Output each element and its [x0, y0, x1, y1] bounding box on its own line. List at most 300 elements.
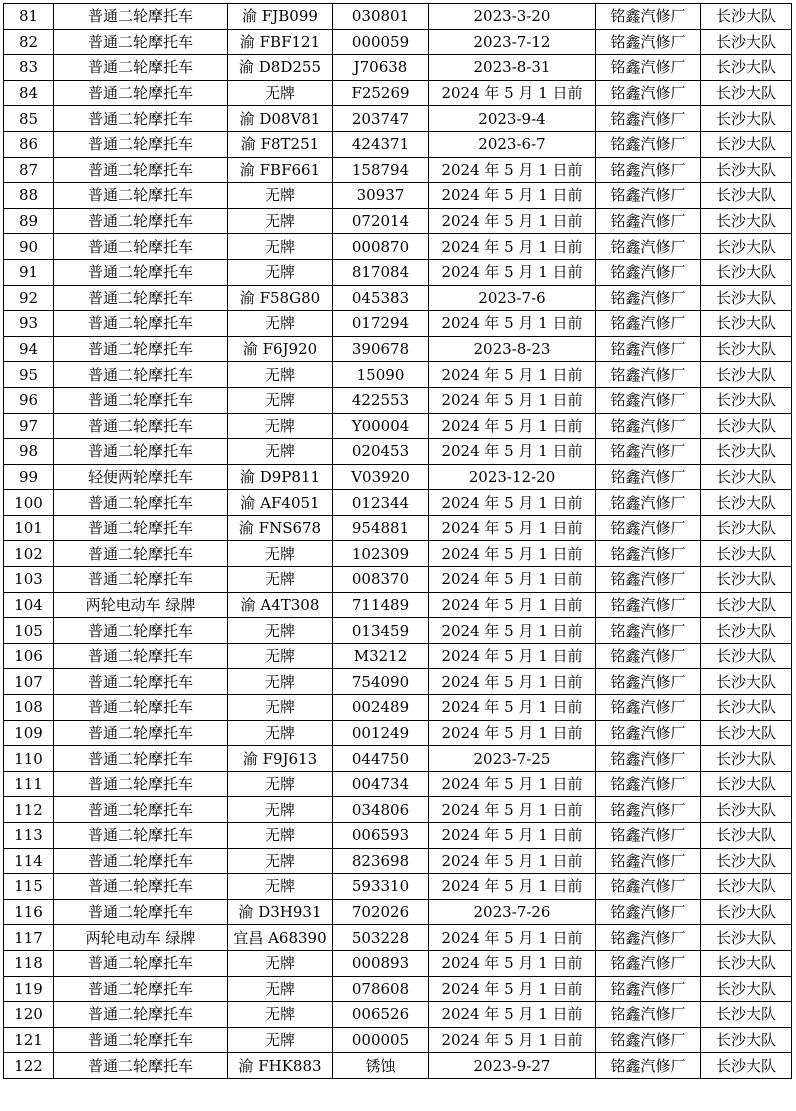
repair-shop-cell: 铭鑫汽修厂: [596, 695, 701, 721]
vehicle-type-cell: 普通二轮摩托车: [54, 720, 228, 746]
row-number-cell: 100: [4, 490, 54, 516]
plate-number-cell: 无牌: [228, 413, 333, 439]
table-row: [4, 106, 792, 132]
engine-number-cell: 390678: [333, 336, 429, 362]
vehicle-type-cell: 两轮电动车 绿牌: [54, 925, 228, 951]
vehicle-type-cell: 普通二轮摩托车: [54, 80, 228, 106]
vehicle-type-cell: 普通二轮摩托车: [54, 643, 228, 669]
brigade-cell: 长沙大队: [701, 464, 792, 490]
brigade-cell: 长沙大队: [701, 413, 792, 439]
table-row: [4, 4, 792, 30]
repair-shop-cell: 铭鑫汽修厂: [596, 618, 701, 644]
date-cell: 2024 年 5 月 1 日前: [429, 259, 596, 285]
vehicle-type-cell: 普通二轮摩托车: [54, 131, 228, 157]
vehicle-type-cell: 普通二轮摩托车: [54, 669, 228, 695]
engine-number-cell: M3212: [333, 643, 429, 669]
vehicle-type-cell: 普通二轮摩托车: [54, 259, 228, 285]
brigade-cell: 长沙大队: [701, 439, 792, 465]
vehicle-type-cell: 普通二轮摩托车: [54, 285, 228, 311]
brigade-cell: 长沙大队: [701, 695, 792, 721]
row-number-cell: 92: [4, 285, 54, 311]
vehicle-type-cell: 普通二轮摩托车: [54, 183, 228, 209]
repair-shop-cell: 铭鑫汽修厂: [596, 720, 701, 746]
brigade-cell: 长沙大队: [701, 1002, 792, 1028]
table-row: [4, 208, 792, 234]
plate-number-cell: 渝 F8T251: [228, 131, 333, 157]
plate-number-cell: 渝 D8D255: [228, 55, 333, 81]
repair-shop-cell: 铭鑫汽修厂: [596, 1053, 701, 1079]
brigade-cell: 长沙大队: [701, 387, 792, 413]
row-number-cell: 105: [4, 618, 54, 644]
table-row: [4, 720, 792, 746]
repair-shop-cell: 铭鑫汽修厂: [596, 797, 701, 823]
brigade-cell: 长沙大队: [701, 208, 792, 234]
row-number-cell: 90: [4, 234, 54, 260]
date-cell: 2024 年 5 月 1 日前: [429, 592, 596, 618]
repair-shop-cell: 铭鑫汽修厂: [596, 259, 701, 285]
date-cell: 2024 年 5 月 1 日前: [429, 80, 596, 106]
repair-shop-cell: 铭鑫汽修厂: [596, 874, 701, 900]
row-number-cell: 103: [4, 567, 54, 593]
date-cell: 2024 年 5 月 1 日前: [429, 950, 596, 976]
engine-number-cell: 006593: [333, 823, 429, 849]
vehicle-type-cell: 普通二轮摩托车: [54, 515, 228, 541]
date-cell: 2024 年 5 月 1 日前: [429, 234, 596, 260]
date-cell: 2024 年 5 月 1 日前: [429, 848, 596, 874]
repair-shop-cell: 铭鑫汽修厂: [596, 1002, 701, 1028]
table-row: [4, 439, 792, 465]
row-number-cell: 82: [4, 29, 54, 55]
vehicle-type-cell: 普通二轮摩托车: [54, 950, 228, 976]
engine-number-cell: 711489: [333, 592, 429, 618]
date-cell: 2024 年 5 月 1 日前: [429, 695, 596, 721]
table-row: [4, 183, 792, 209]
vehicle-type-cell: 普通二轮摩托车: [54, 387, 228, 413]
vehicle-type-cell: 普通二轮摩托车: [54, 4, 228, 30]
engine-number-cell: 503228: [333, 925, 429, 951]
plate-number-cell: 渝 F6J920: [228, 336, 333, 362]
repair-shop-cell: 铭鑫汽修厂: [596, 464, 701, 490]
repair-shop-cell: 铭鑫汽修厂: [596, 950, 701, 976]
brigade-cell: 长沙大队: [701, 157, 792, 183]
row-number-cell: 119: [4, 976, 54, 1002]
row-number-cell: 117: [4, 925, 54, 951]
date-cell: 2023-6-7: [429, 131, 596, 157]
engine-number-cell: 078608: [333, 976, 429, 1002]
engine-number-cell: 702026: [333, 899, 429, 925]
date-cell: 2023-7-12: [429, 29, 596, 55]
brigade-cell: 长沙大队: [701, 848, 792, 874]
row-number-cell: 83: [4, 55, 54, 81]
plate-number-cell: 无牌: [228, 950, 333, 976]
brigade-cell: 长沙大队: [701, 976, 792, 1002]
row-number-cell: 95: [4, 362, 54, 388]
repair-shop-cell: 铭鑫汽修厂: [596, 55, 701, 81]
engine-number-cell: 045383: [333, 285, 429, 311]
row-number-cell: 84: [4, 80, 54, 106]
vehicle-type-cell: 普通二轮摩托车: [54, 567, 228, 593]
table-row: [4, 55, 792, 81]
engine-number-cell: V03920: [333, 464, 429, 490]
vehicle-type-cell: 普通二轮摩托车: [54, 490, 228, 516]
engine-number-cell: 008370: [333, 567, 429, 593]
row-number-cell: 94: [4, 336, 54, 362]
vehicle-type-cell: 普通二轮摩托车: [54, 55, 228, 81]
vehicle-type-cell: 普通二轮摩托车: [54, 208, 228, 234]
vehicle-type-cell: 普通二轮摩托车: [54, 976, 228, 1002]
table-row: [4, 259, 792, 285]
brigade-cell: 长沙大队: [701, 234, 792, 260]
plate-number-cell: 无牌: [228, 439, 333, 465]
date-cell: 2023-7-26: [429, 899, 596, 925]
vehicle-type-cell: 普通二轮摩托车: [54, 1053, 228, 1079]
row-number-cell: 101: [4, 515, 54, 541]
table-row: [4, 695, 792, 721]
brigade-cell: 长沙大队: [701, 131, 792, 157]
plate-number-cell: 无牌: [228, 541, 333, 567]
vehicle-type-cell: 轻便两轮摩托车: [54, 464, 228, 490]
table-row: [4, 797, 792, 823]
date-cell: 2024 年 5 月 1 日前: [429, 771, 596, 797]
engine-number-cell: 锈蚀: [333, 1053, 429, 1079]
date-cell: 2024 年 5 月 1 日前: [429, 567, 596, 593]
table-row: [4, 823, 792, 849]
row-number-cell: 97: [4, 413, 54, 439]
repair-shop-cell: 铭鑫汽修厂: [596, 1027, 701, 1053]
row-number-cell: 85: [4, 106, 54, 132]
table-row: [4, 29, 792, 55]
row-number-cell: 104: [4, 592, 54, 618]
engine-number-cell: 004734: [333, 771, 429, 797]
repair-shop-cell: 铭鑫汽修厂: [596, 234, 701, 260]
repair-shop-cell: 铭鑫汽修厂: [596, 29, 701, 55]
engine-number-cell: 954881: [333, 515, 429, 541]
date-cell: 2024 年 5 月 1 日前: [429, 208, 596, 234]
table-row: [4, 643, 792, 669]
date-cell: 2024 年 5 月 1 日前: [429, 925, 596, 951]
date-cell: 2024 年 5 月 1 日前: [429, 720, 596, 746]
date-cell: 2024 年 5 月 1 日前: [429, 157, 596, 183]
vehicle-type-cell: 普通二轮摩托车: [54, 541, 228, 567]
table-row: [4, 567, 792, 593]
engine-number-cell: 044750: [333, 746, 429, 772]
vehicle-type-cell: 普通二轮摩托车: [54, 618, 228, 644]
vehicle-type-cell: 普通二轮摩托车: [54, 362, 228, 388]
row-number-cell: 99: [4, 464, 54, 490]
repair-shop-cell: 铭鑫汽修厂: [596, 285, 701, 311]
plate-number-cell: 无牌: [228, 771, 333, 797]
plate-number-cell: 无牌: [228, 720, 333, 746]
brigade-cell: 长沙大队: [701, 183, 792, 209]
vehicle-type-cell: 普通二轮摩托车: [54, 823, 228, 849]
brigade-cell: 长沙大队: [701, 669, 792, 695]
row-number-cell: 116: [4, 899, 54, 925]
repair-shop-cell: 铭鑫汽修厂: [596, 157, 701, 183]
row-number-cell: 122: [4, 1053, 54, 1079]
engine-number-cell: 030801: [333, 4, 429, 30]
row-number-cell: 121: [4, 1027, 54, 1053]
repair-shop-cell: 铭鑫汽修厂: [596, 439, 701, 465]
plate-number-cell: 宜昌 A68390: [228, 925, 333, 951]
vehicle-type-cell: 普通二轮摩托车: [54, 336, 228, 362]
table-row: [4, 874, 792, 900]
table-row: [4, 413, 792, 439]
brigade-cell: 长沙大队: [701, 285, 792, 311]
brigade-cell: 长沙大队: [701, 259, 792, 285]
brigade-cell: 长沙大队: [701, 592, 792, 618]
table-row: [4, 157, 792, 183]
repair-shop-cell: 铭鑫汽修厂: [596, 131, 701, 157]
brigade-cell: 长沙大队: [701, 797, 792, 823]
plate-number-cell: 无牌: [228, 1027, 333, 1053]
date-cell: 2024 年 5 月 1 日前: [429, 643, 596, 669]
vehicle-type-cell: 普通二轮摩托车: [54, 695, 228, 721]
row-number-cell: 118: [4, 950, 54, 976]
engine-number-cell: 424371: [333, 131, 429, 157]
row-number-cell: 88: [4, 183, 54, 209]
repair-shop-cell: 铭鑫汽修厂: [596, 592, 701, 618]
vehicle-type-cell: 普通二轮摩托车: [54, 1002, 228, 1028]
engine-number-cell: 002489: [333, 695, 429, 721]
brigade-cell: 长沙大队: [701, 29, 792, 55]
brigade-cell: 长沙大队: [701, 925, 792, 951]
plate-number-cell: 渝 F58G80: [228, 285, 333, 311]
row-number-cell: 112: [4, 797, 54, 823]
row-number-cell: 115: [4, 874, 54, 900]
repair-shop-cell: 铭鑫汽修厂: [596, 413, 701, 439]
plate-number-cell: 无牌: [228, 848, 333, 874]
plate-number-cell: 渝 FBF121: [228, 29, 333, 55]
plate-number-cell: 无牌: [228, 387, 333, 413]
date-cell: 2023-12-20: [429, 464, 596, 490]
plate-number-cell: 无牌: [228, 183, 333, 209]
date-cell: 2024 年 5 月 1 日前: [429, 797, 596, 823]
plate-number-cell: 无牌: [228, 567, 333, 593]
repair-shop-cell: 铭鑫汽修厂: [596, 848, 701, 874]
vehicle-type-cell: 普通二轮摩托车: [54, 1027, 228, 1053]
brigade-cell: 长沙大队: [701, 80, 792, 106]
row-number-cell: 109: [4, 720, 54, 746]
engine-number-cell: 013459: [333, 618, 429, 644]
brigade-cell: 长沙大队: [701, 746, 792, 772]
repair-shop-cell: 铭鑫汽修厂: [596, 746, 701, 772]
engine-number-cell: 000870: [333, 234, 429, 260]
plate-number-cell: 渝 FHK883: [228, 1053, 333, 1079]
date-cell: 2024 年 5 月 1 日前: [429, 618, 596, 644]
brigade-cell: 长沙大队: [701, 336, 792, 362]
plate-number-cell: 渝 FJB099: [228, 4, 333, 30]
row-number-cell: 98: [4, 439, 54, 465]
repair-shop-cell: 铭鑫汽修厂: [596, 515, 701, 541]
repair-shop-cell: 铭鑫汽修厂: [596, 80, 701, 106]
plate-number-cell: 无牌: [228, 976, 333, 1002]
engine-number-cell: 593310: [333, 874, 429, 900]
brigade-cell: 长沙大队: [701, 1027, 792, 1053]
engine-number-cell: 203747: [333, 106, 429, 132]
repair-shop-cell: 铭鑫汽修厂: [596, 976, 701, 1002]
date-cell: 2023-7-6: [429, 285, 596, 311]
engine-number-cell: 15090: [333, 362, 429, 388]
date-cell: 2024 年 5 月 1 日前: [429, 413, 596, 439]
vehicle-type-cell: 普通二轮摩托车: [54, 439, 228, 465]
brigade-cell: 长沙大队: [701, 541, 792, 567]
plate-number-cell: 无牌: [228, 311, 333, 337]
engine-number-cell: 072014: [333, 208, 429, 234]
vehicle-type-cell: 普通二轮摩托车: [54, 899, 228, 925]
date-cell: 2023-7-25: [429, 746, 596, 772]
row-number-cell: 120: [4, 1002, 54, 1028]
brigade-cell: 长沙大队: [701, 55, 792, 81]
date-cell: 2024 年 5 月 1 日前: [429, 387, 596, 413]
brigade-cell: 长沙大队: [701, 4, 792, 30]
vehicle-type-cell: 普通二轮摩托车: [54, 234, 228, 260]
table-row: [4, 515, 792, 541]
date-cell: 2023-9-27: [429, 1053, 596, 1079]
brigade-cell: 长沙大队: [701, 490, 792, 516]
plate-number-cell: 渝 A4T308: [228, 592, 333, 618]
repair-shop-cell: 铭鑫汽修厂: [596, 208, 701, 234]
repair-shop-cell: 铭鑫汽修厂: [596, 311, 701, 337]
brigade-cell: 长沙大队: [701, 106, 792, 132]
engine-number-cell: 000893: [333, 950, 429, 976]
table-row: [4, 311, 792, 337]
vehicle-type-cell: 普通二轮摩托车: [54, 157, 228, 183]
engine-number-cell: 017294: [333, 311, 429, 337]
table-row: [4, 848, 792, 874]
table-row: [4, 771, 792, 797]
engine-number-cell: F25269: [333, 80, 429, 106]
brigade-cell: 长沙大队: [701, 567, 792, 593]
repair-shop-cell: 铭鑫汽修厂: [596, 669, 701, 695]
vehicle-type-cell: 普通二轮摩托车: [54, 771, 228, 797]
vehicle-type-cell: 普通二轮摩托车: [54, 874, 228, 900]
date-cell: 2024 年 5 月 1 日前: [429, 976, 596, 1002]
engine-number-cell: 158794: [333, 157, 429, 183]
date-cell: 2023-3-20: [429, 4, 596, 30]
repair-shop-cell: 铭鑫汽修厂: [596, 106, 701, 132]
table-row: [4, 1027, 792, 1053]
vehicle-type-cell: 普通二轮摩托车: [54, 848, 228, 874]
plate-number-cell: 无牌: [228, 208, 333, 234]
repair-shop-cell: 铭鑫汽修厂: [596, 925, 701, 951]
table-row: [4, 285, 792, 311]
table-row: [4, 131, 792, 157]
plate-number-cell: 无牌: [228, 797, 333, 823]
plate-number-cell: 无牌: [228, 618, 333, 644]
plate-number-cell: 渝 D9P811: [228, 464, 333, 490]
repair-shop-cell: 铭鑫汽修厂: [596, 643, 701, 669]
date-cell: 2023-8-23: [429, 336, 596, 362]
brigade-cell: 长沙大队: [701, 950, 792, 976]
row-number-cell: 86: [4, 131, 54, 157]
repair-shop-cell: 铭鑫汽修厂: [596, 336, 701, 362]
plate-number-cell: 渝 FBF661: [228, 157, 333, 183]
engine-number-cell: Y00004: [333, 413, 429, 439]
brigade-cell: 长沙大队: [701, 618, 792, 644]
table-row: [4, 80, 792, 106]
plate-number-cell: 渝 D3H931: [228, 899, 333, 925]
table-row: [4, 464, 792, 490]
date-cell: 2023-8-31: [429, 55, 596, 81]
repair-shop-cell: 铭鑫汽修厂: [596, 183, 701, 209]
engine-number-cell: 30937: [333, 183, 429, 209]
date-cell: 2024 年 5 月 1 日前: [429, 183, 596, 209]
table-row: [4, 336, 792, 362]
table-row: [4, 950, 792, 976]
plate-number-cell: 渝 FNS678: [228, 515, 333, 541]
date-cell: 2024 年 5 月 1 日前: [429, 362, 596, 388]
table-row: [4, 746, 792, 772]
date-cell: 2024 年 5 月 1 日前: [429, 874, 596, 900]
table-row: [4, 976, 792, 1002]
table-row: [4, 669, 792, 695]
vehicle-type-cell: 普通二轮摩托车: [54, 746, 228, 772]
repair-shop-cell: 铭鑫汽修厂: [596, 771, 701, 797]
row-number-cell: 108: [4, 695, 54, 721]
table-row: [4, 899, 792, 925]
brigade-cell: 长沙大队: [701, 643, 792, 669]
table-body: [4, 4, 792, 1079]
table-row: [4, 925, 792, 951]
engine-number-cell: 000005: [333, 1027, 429, 1053]
table-row: [4, 362, 792, 388]
vehicle-type-cell: 普通二轮摩托车: [54, 311, 228, 337]
row-number-cell: 111: [4, 771, 54, 797]
repair-shop-cell: 铭鑫汽修厂: [596, 567, 701, 593]
row-number-cell: 106: [4, 643, 54, 669]
table-row: [4, 234, 792, 260]
brigade-cell: 长沙大队: [701, 362, 792, 388]
plate-number-cell: 渝 D08V81: [228, 106, 333, 132]
vehicle-type-cell: 普通二轮摩托车: [54, 797, 228, 823]
plate-number-cell: 无牌: [228, 362, 333, 388]
engine-number-cell: J70638: [333, 55, 429, 81]
plate-number-cell: 无牌: [228, 259, 333, 285]
table-row: [4, 592, 792, 618]
brigade-cell: 长沙大队: [701, 874, 792, 900]
engine-number-cell: 034806: [333, 797, 429, 823]
brigade-cell: 长沙大队: [701, 899, 792, 925]
plate-number-cell: 无牌: [228, 695, 333, 721]
table-row: [4, 1053, 792, 1079]
row-number-cell: 110: [4, 746, 54, 772]
plate-number-cell: 无牌: [228, 643, 333, 669]
brigade-cell: 长沙大队: [701, 1053, 792, 1079]
date-cell: 2024 年 5 月 1 日前: [429, 490, 596, 516]
vehicle-type-cell: 普通二轮摩托车: [54, 106, 228, 132]
engine-number-cell: 006526: [333, 1002, 429, 1028]
date-cell: 2024 年 5 月 1 日前: [429, 823, 596, 849]
table-row: [4, 541, 792, 567]
plate-number-cell: 无牌: [228, 234, 333, 260]
vehicle-type-cell: 普通二轮摩托车: [54, 29, 228, 55]
date-cell: 2024 年 5 月 1 日前: [429, 541, 596, 567]
repair-shop-cell: 铭鑫汽修厂: [596, 387, 701, 413]
plate-number-cell: 无牌: [228, 80, 333, 106]
repair-shop-cell: 铭鑫汽修厂: [596, 541, 701, 567]
plate-number-cell: 渝 F9J613: [228, 746, 333, 772]
row-number-cell: 87: [4, 157, 54, 183]
engine-number-cell: 102309: [333, 541, 429, 567]
date-cell: 2024 年 5 月 1 日前: [429, 439, 596, 465]
row-number-cell: 89: [4, 208, 54, 234]
engine-number-cell: 754090: [333, 669, 429, 695]
brigade-cell: 长沙大队: [701, 771, 792, 797]
brigade-cell: 长沙大队: [701, 823, 792, 849]
repair-shop-cell: 铭鑫汽修厂: [596, 823, 701, 849]
table-row: [4, 1002, 792, 1028]
plate-number-cell: 渝 AF4051: [228, 490, 333, 516]
